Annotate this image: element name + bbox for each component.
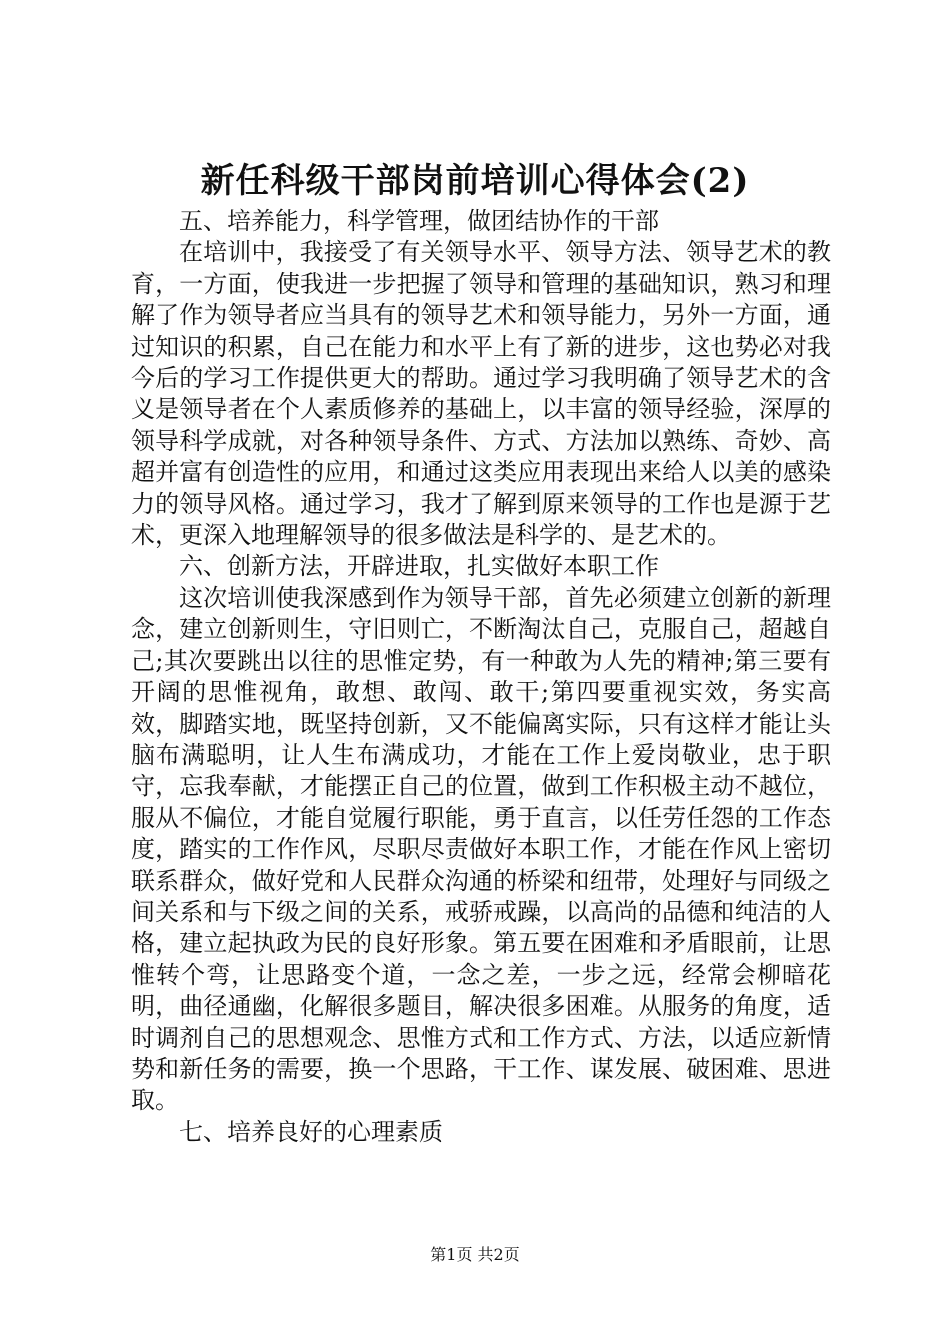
document-title: 新任科级干部岗前培训心得体会(2) (200, 161, 750, 201)
section-heading-5: 五、培养能力，科学管理，做团结协作的干部 (179, 207, 659, 235)
paragraph-leadership-training: 在培训中，我接受了有关领导水平、领导方法、领导艺术的教育，一方面，使我进一步把握了领导和管理的基础知识，熟习和理解了作为领导者应当具有的领导艺术和领导能力，另外一方面，通过知识的积累，自己在能力和水平上有了新的进步，这也势必对我今后的学习工作提供更大的帮助。通过学习我明确了领导艺术的含义是领导者在个人素质修养的基础上，以丰富的领导经验，深厚的领导科学成就，对各种领导条件、方式、方法加以熟练、奇妙、高超并富有创造性的应用，和通过这类应用表现出来给人以美的感染力的领导风格。通过学习，我才了解到原来领导的工作也是源于艺术，更深入地理解领导的很多做法是科学的、是艺术的。 (131, 238, 831, 550)
page-number-footer: 第1页 共2页 (430, 1245, 520, 1264)
document-body (131, 206, 831, 1148)
section-heading-7: 七、培养良好的心理素质 (179, 1117, 443, 1146)
section-heading-6: 六、创新方法，开辟进取，扎实做好本职工作 (179, 552, 659, 581)
paragraph-innovation: 这次培训使我深感到作为领导干部，首先必须建立创新的新理念，建立创新则生，守旧则亡，不断淘汰自己，克服自己，超越自己;其次要跳出以往的思惟定势，有一种敢为人先的精神;第三要有开阔的思惟视角，敢想、敢闯、敢干;第四要重视实效，务实高效，脚踏实地，既坚持创新，又不能偏离实际，只有这样才能让头脑布满聪明，让人生布满成功，才能在工作上爱岗敬业，忠于职守，忘我奉献，才能摆正自己的位置，做到工作积极主动不越位，服从不偏位，才能自觉履行职能，勇于直言，以任劳任怨的工作态度，踏实的工作作风，尽职尽责做好本职工作，才能在作风上密切联系群众，做好党和人民群众沟通的桥梁和纽带，处理好与同级之间关系和与下级之间的关系，戒骄戒躁，以高尚的品德和纯洁的人格，建立起执政为民的良好形象。第五要在困难和矛盾眼前，让思惟转个弯，让思路变个道，一念之差，一步之远，经常会柳暗花明，曲径通幽，化解很多题目，解决很多困难。从服务的角度，适时调剂自己的思想观念、思惟方式和工作方式、方法，以适应新情势和新任务的需要，换一个思路，干工作、谋发展、破困难、思进取。 (131, 583, 831, 1115)
